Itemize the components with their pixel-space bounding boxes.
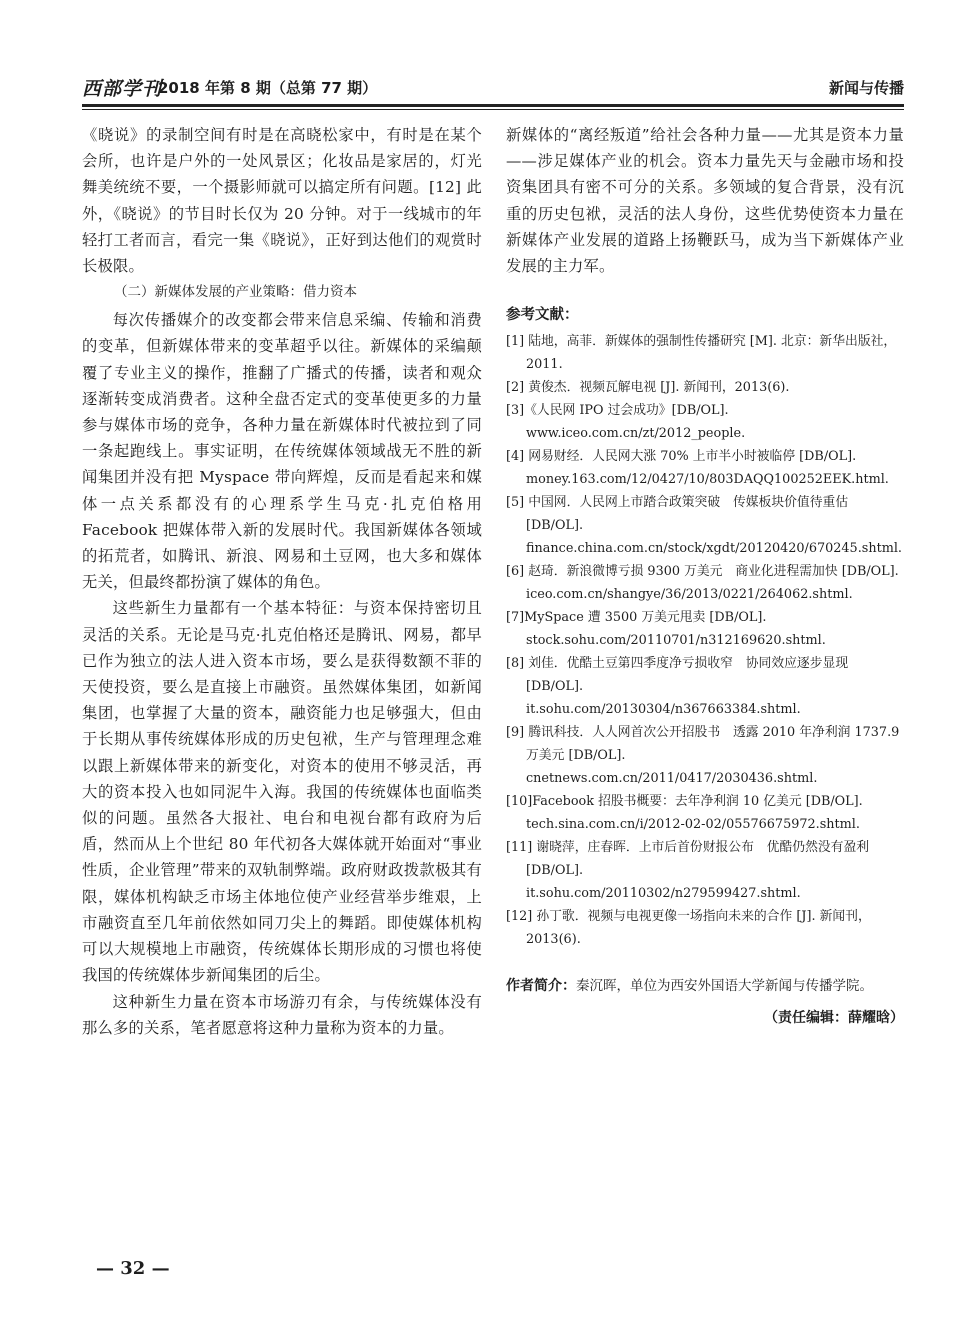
paragraph: 这些新生力量都有一个基本特征：与资本保持密切且灵活的关系。无论是马克·扎克伯格还是腾讯、网易，都早已作为独立的法人进入资本市场，要么是获得数额不菲的天使投资，要么是直接上市融资。虽然媒体集团，如新闻集团，也掌握了大量的资本，融资能力也足够强大，但由于长期从事传统媒体形成的历史包袱，生产与管理理念难以跟上新媒体带来的新变化，对资本的使用不够灵活，再大的资本投入也如同泥牛入海。我国的传统媒体也面临类似的问题。虽然各大报社、电台和电视台都有政府为后盾，然而从上个世纪 80 年代初各大媒体就开始面对“事业性质，企业管理”带来的双轨制弊端。政府财政拨款极其有限，媒体机构缺乏市场主体地位使产业经营举步维艰，上市融资直至几年前依然如同刀尖上的舞蹈。即使媒体机构可以大规模地上市融资，传统媒体长期形成的习惯也将使我国的传统媒体步新闻集团的后尘。 bbox=[82, 599, 482, 985]
page-number: — 32 — bbox=[96, 1258, 170, 1279]
reference-url: stock.sohu.com/20110701/n312169620.shtml. bbox=[526, 633, 826, 649]
issue-info: 2018 年第 8 期（总第 77 期） bbox=[158, 79, 378, 97]
paragraph: 这种新生力量在资本市场游刃有余，与传统媒体没有那么多的关系，笔者愿意将这种力量称为资本的力量。 bbox=[82, 992, 482, 1037]
journal-logo: 西部学刊 bbox=[82, 78, 163, 100]
reference-item bbox=[506, 330, 904, 376]
reference-item bbox=[506, 721, 904, 790]
reference-item bbox=[506, 790, 904, 836]
left-column bbox=[82, 122, 482, 1041]
reference-item bbox=[506, 399, 904, 445]
header-rule-thin bbox=[82, 109, 904, 110]
reference-text: [6] 赵琦．新浪微博亏损 9300 万美元 商业化进程需加快 [DB/OL]. bbox=[506, 564, 899, 580]
reference-url: iceo.com.cn/shangye/36/2013/0221/264062.shtml. bbox=[526, 587, 853, 603]
page-header bbox=[82, 74, 904, 104]
author-bio bbox=[506, 973, 904, 999]
reference-text: [12] 孙丁歌．视频与电视更像一场指向未来的合作 [J]. 新闻刊，2013(6). bbox=[506, 909, 871, 948]
header-rule-thick bbox=[82, 104, 904, 107]
reference-item bbox=[506, 445, 904, 491]
author-label: 作者简介： bbox=[506, 978, 576, 995]
reference-item bbox=[506, 560, 904, 606]
reference-url: www.iceo.com.cn/zt/2012_people. bbox=[526, 426, 746, 442]
paragraph: 新媒体的“离经叛道”给社会各种力量——尤其是资本力量——涉足媒体产业的机会。资本力量先天与金融市场和投资集团具有密不可分的关系。多领域的复合背景，没有沉重的历史包袱，灵活的法人身份，这些优势使资本力量在新媒体产业发展的道路上扬鞭跃马，成为当下新媒体产业发展的主力军。 bbox=[506, 126, 904, 276]
reference-url: tech.sina.com.cn/i/2012-02-02/05576675972.shtml. bbox=[526, 817, 860, 833]
reference-text: [3]《人民网 IPO 过会成功》[DB/OL]. bbox=[506, 403, 729, 419]
reference-url: cnetnews.com.cn/2011/0417/2030436.shtml. bbox=[526, 771, 818, 787]
right-column bbox=[506, 122, 904, 1027]
paragraph: 每次传播媒介的改变都会带来信息采编、传输和消费的变革，但新媒体带来的变革超乎以往。新媒体的采编颠覆了专业主义的操作，推翻了广播式的传播，读者和观众逐渐转变成消费者。这种全盘否定式的变革使更多的力量参与媒体市场的竞争，各种力量在新媒体时代被拉到了同一条起跑线上。事实证明，在传统媒体领域战无不胜的新闻集团并没有把 Myspace 带向辉煌，反而是看起来和媒体一点关系都没有的心理系学生马克·扎克伯格用 Facebook 把媒体带入新的发展时代。我国新媒体各领域的拓荒者，如腾讯、新浪、网易和土豆网，也大多和媒体无关，但最终都扮演了媒体的角色。 bbox=[82, 311, 482, 592]
reference-item bbox=[506, 905, 904, 951]
section-subheading: （二）新媒体发展的产业策略：借力资本 bbox=[114, 284, 357, 301]
paragraph: 《晓说》的录制空间有时是在高晓松家中，有时是在某个会所，也许是户外的一处风景区；化妆品是家居的，灯光舞美统统不要，一个摄影师就可以搞定所有问题。[12] 此外，《晓说》的节目时长仅为 20 分钟。对于一线城市的年轻打工者而言，看完一集《晓说》，正好到达他们的观赏时长极限。 bbox=[82, 126, 482, 276]
author-text: 秦沉晖，单位为西安外国语大学新闻与传播学院。 bbox=[576, 978, 873, 995]
reference-url: it.sohu.com/20110302/n279599427.shtml. bbox=[526, 886, 801, 902]
reference-text: [10]Facebook 招股书概要：去年净利润 10 亿美元 [DB/OL]. bbox=[506, 794, 863, 810]
section-name: 新闻与传播 bbox=[828, 79, 904, 97]
reference-text: [5] 中国网．人民网上市踏合政策突破 传媒板块价值待重估 [DB/OL]. bbox=[506, 495, 849, 534]
reference-text: [7]MySpace 遭 3500 万美元甩卖 [DB/OL]. bbox=[506, 610, 767, 626]
reference-text: [11] 谢晓萍，庄春晖．上市后首份财报公布 优酷仍然没有盈利 [DB/OL]. bbox=[506, 840, 870, 879]
reference-text: [8] 刘佳．优酷土豆第四季度净亏损收窄 协同效应逐步显现 [DB/OL]. bbox=[506, 656, 849, 695]
reference-text: [2] 黄俊杰．视频瓦解电视 [J]. 新闻刊，2013(6). bbox=[506, 380, 790, 396]
reference-url: it.sohu.com/20130304/n367663384.shtml. bbox=[526, 702, 801, 718]
reference-item bbox=[506, 376, 904, 399]
reference-item bbox=[506, 491, 904, 560]
reference-item bbox=[506, 652, 904, 721]
reference-text: [9] 腾讯科技．人人网首次公开招股书 透露 2010 年净利润 1737.9 万美元 [DB/OL]. bbox=[506, 725, 900, 764]
responsible-editor: （责任编辑：薛耀晗） bbox=[764, 1010, 904, 1027]
reference-text: [1] 陆地，高菲．新媒体的强制性传播研究 [M]. 北京：新华出版社，2011. bbox=[506, 334, 897, 373]
reference-item bbox=[506, 606, 904, 652]
reference-text: [4] 网易财经．人民网大涨 70% 上市半小时被临停 [DB/OL]. bbox=[506, 449, 857, 465]
reference-url: money.163.com/12/0427/10/803DAQQ100252EEK.html. bbox=[526, 472, 889, 488]
references-list bbox=[506, 330, 904, 951]
reference-url: finance.china.com.cn/stock/xgdt/20120420/670245.shtml. bbox=[526, 541, 903, 557]
reference-item bbox=[506, 836, 904, 905]
references-title: 参考文献： bbox=[506, 307, 579, 324]
